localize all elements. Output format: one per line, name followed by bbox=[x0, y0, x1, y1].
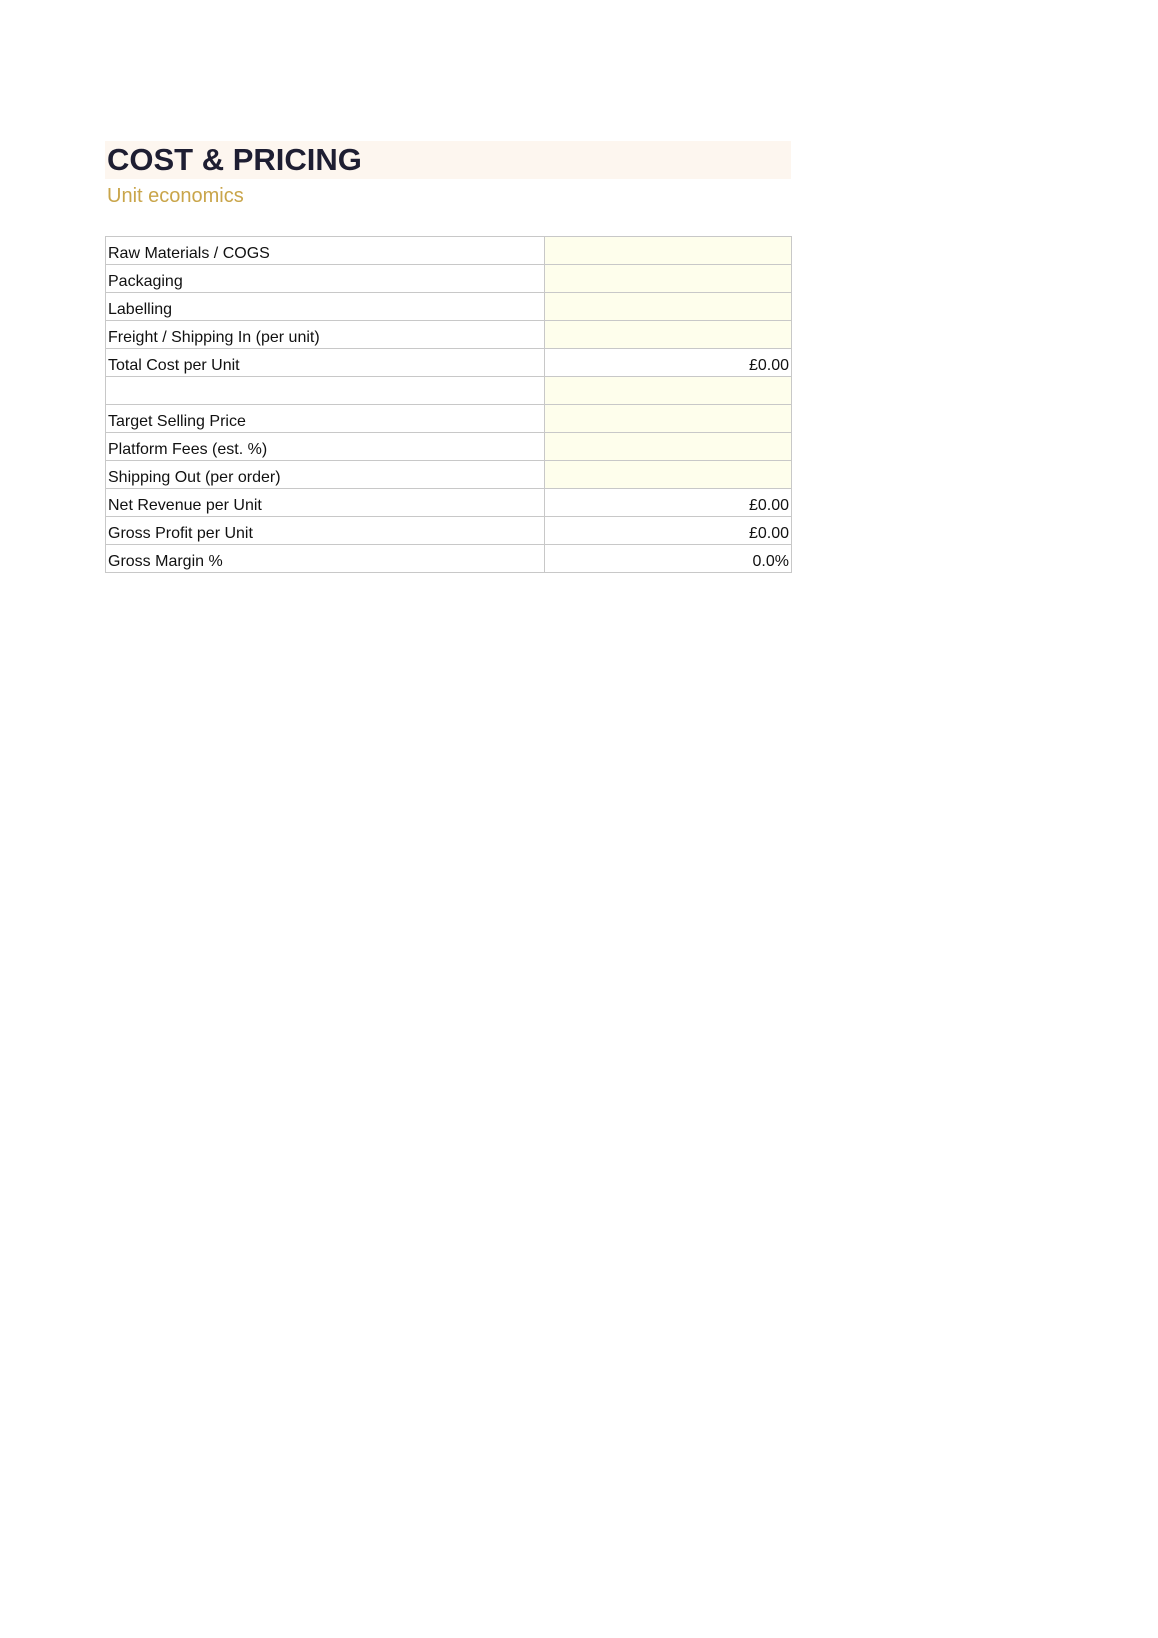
page-subtitle: Unit economics bbox=[107, 185, 244, 207]
table-row bbox=[106, 461, 792, 489]
title-band bbox=[105, 141, 791, 179]
row-label: Packaging bbox=[106, 265, 545, 293]
row-label: Platform Fees (est. %) bbox=[106, 433, 545, 461]
unit-economics-table bbox=[105, 236, 792, 573]
row-label: Target Selling Price bbox=[106, 405, 545, 433]
table-row bbox=[106, 349, 792, 377]
row-label: Labelling bbox=[106, 293, 545, 321]
table-row bbox=[106, 405, 792, 433]
packaging-input-cell[interactable] bbox=[545, 265, 792, 293]
table-row bbox=[106, 321, 792, 349]
table-row bbox=[106, 545, 792, 573]
row-label: Gross Margin % bbox=[106, 545, 545, 573]
labelling-input-cell[interactable] bbox=[545, 293, 792, 321]
gross-profit-value: £0.00 bbox=[545, 517, 792, 545]
row-label: Raw Materials / COGS bbox=[106, 237, 545, 265]
total-cost-value: £0.00 bbox=[545, 349, 792, 377]
row-label: Freight / Shipping In (per unit) bbox=[106, 321, 545, 349]
row-label bbox=[106, 377, 545, 405]
table-row bbox=[106, 489, 792, 517]
table-row bbox=[106, 265, 792, 293]
table-row bbox=[106, 377, 792, 405]
cost-pricing-sheet bbox=[105, 141, 791, 573]
page-title: COST & PRICING bbox=[107, 142, 362, 177]
table-row bbox=[106, 517, 792, 545]
raw-materials-input-cell[interactable] bbox=[545, 237, 792, 265]
table-row bbox=[106, 293, 792, 321]
table-row bbox=[106, 433, 792, 461]
table-row bbox=[106, 237, 792, 265]
platform-fees-input-cell[interactable] bbox=[545, 433, 792, 461]
shipping-out-input-cell[interactable] bbox=[545, 461, 792, 489]
gross-margin-value: 0.0% bbox=[545, 545, 792, 573]
net-revenue-value: £0.00 bbox=[545, 489, 792, 517]
row-label: Gross Profit per Unit bbox=[106, 517, 545, 545]
freight-in-input-cell[interactable] bbox=[545, 321, 792, 349]
blank-input-cell[interactable] bbox=[545, 377, 792, 405]
row-label: Total Cost per Unit bbox=[106, 349, 545, 377]
row-label: Shipping Out (per order) bbox=[106, 461, 545, 489]
target-price-input-cell[interactable] bbox=[545, 405, 792, 433]
row-label: Net Revenue per Unit bbox=[106, 489, 545, 517]
